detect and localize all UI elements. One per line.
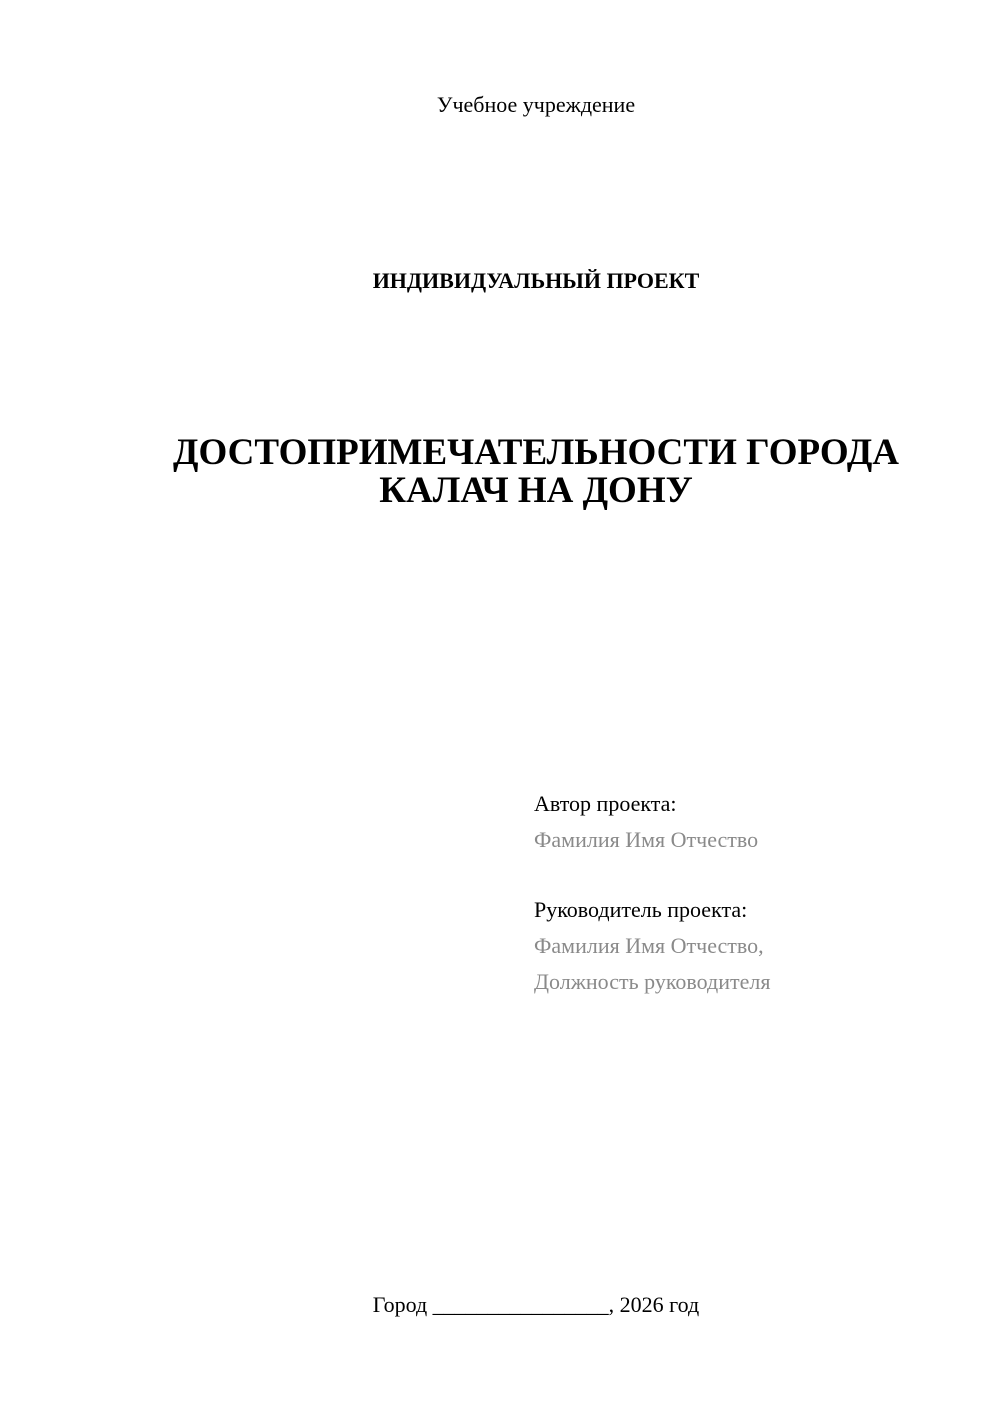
document-title xyxy=(0,434,1000,510)
info-spacer xyxy=(534,858,974,892)
city-year-line: Город ________________, 2026 год xyxy=(372,1292,700,1317)
title-line-2: КАЛАЧ НА ДОНУ xyxy=(379,470,693,511)
author-label: Автор проекта: xyxy=(534,791,677,816)
supervisor-position: Должность руководителя xyxy=(534,969,771,994)
title-line-1: ДОСТОПРИМЕЧАТЕЛЬНОСТИ ГОРОДА xyxy=(173,432,899,473)
supervisor-label: Руководитель проекта: xyxy=(534,897,748,922)
institution-name: Учебное учреждение xyxy=(436,92,636,117)
author-name: Фамилия Имя Отчество xyxy=(534,827,759,852)
project-info xyxy=(534,786,974,1000)
supervisor-name: Фамилия Имя Отчество, xyxy=(534,933,764,958)
document-type: ИНДИВИДУАЛЬНЫЙ ПРОЕКТ xyxy=(372,268,700,293)
